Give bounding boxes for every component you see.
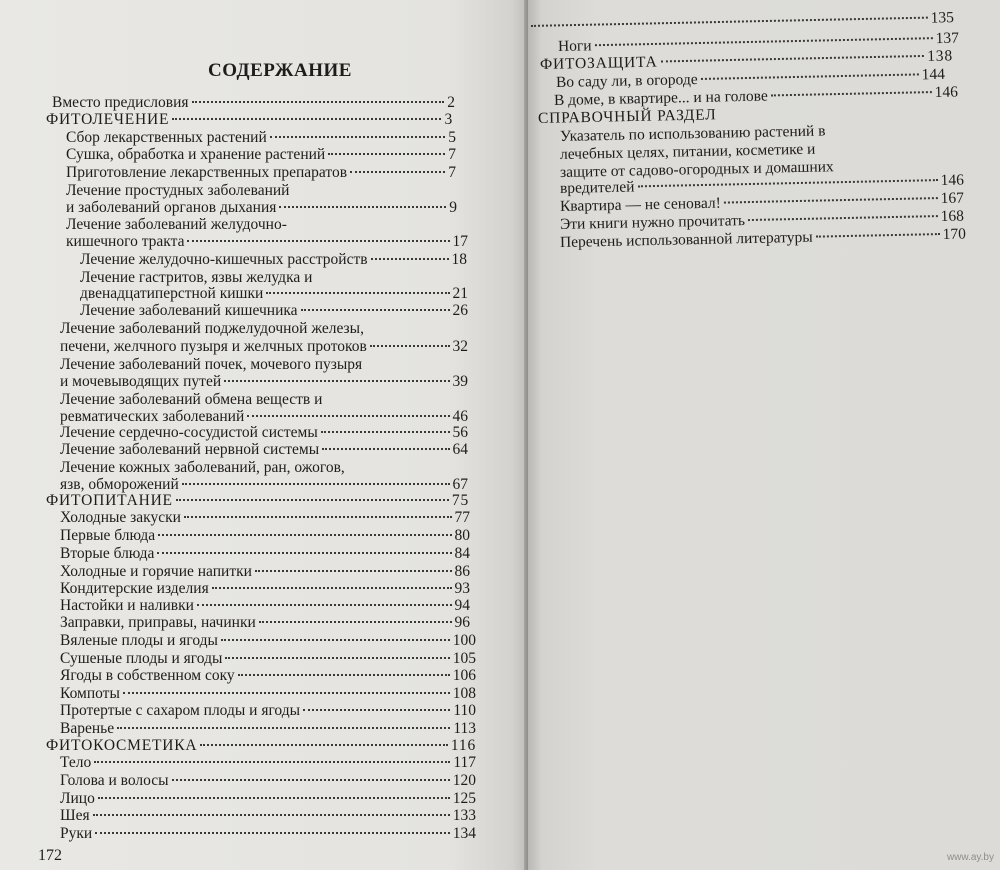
toc-entry-label: ФИТОЛЕЧЕНИЕ — [46, 111, 170, 128]
dot-leader — [176, 499, 449, 501]
toc-entry-label: Во саду ли, в огороде — [555, 71, 698, 91]
dot-leader — [225, 657, 449, 659]
toc-entry-label: Шея — [60, 807, 90, 824]
toc-entry — [46, 492, 469, 510]
toc-entry — [60, 424, 468, 442]
dot-leader — [328, 153, 445, 155]
dot-leader — [637, 179, 937, 187]
toc-entry — [60, 614, 470, 632]
toc-entry — [60, 790, 476, 808]
toc-entry — [60, 338, 468, 356]
toc-page-number: 80 — [454, 527, 470, 544]
toc-page-number: 26 — [452, 302, 468, 319]
toc-entry — [60, 563, 470, 581]
dot-leader — [187, 240, 449, 242]
dot-leader — [270, 136, 445, 138]
toc-entry — [60, 373, 468, 391]
toc-entry — [60, 441, 468, 459]
dot-leader — [123, 692, 450, 694]
toc-entry-line: Лечение простудных заболеваний — [66, 182, 290, 199]
toc-entry — [60, 650, 476, 668]
dot-leader — [595, 37, 933, 46]
dot-leader — [94, 761, 450, 763]
toc-entry — [80, 302, 468, 320]
toc-entry-label: ФИТОКОСМЕТИКА — [46, 737, 198, 754]
toc-entry-label: Лицо — [60, 790, 95, 807]
toc-page-number: 67 — [452, 476, 468, 493]
toc-entry-label: язв, обморожений — [60, 476, 179, 493]
toc-page-number: 120 — [452, 772, 476, 789]
page-number: 172 — [38, 847, 62, 864]
toc-entry — [60, 772, 476, 790]
toc-page-number: 137 — [935, 29, 960, 48]
dot-leader — [158, 534, 451, 536]
toc-page-number: 96 — [454, 614, 470, 631]
toc-page-number: 146 — [940, 171, 965, 190]
toc-page-number: 75 — [451, 492, 469, 509]
dot-leader — [95, 832, 450, 834]
toc-page-number: 125 — [452, 790, 476, 807]
toc-entry — [60, 720, 476, 738]
toc-entry — [60, 702, 476, 720]
toc-entry — [60, 807, 476, 825]
dot-leader — [370, 345, 450, 347]
dot-leader — [238, 674, 450, 676]
dot-leader — [771, 91, 932, 96]
toc-entry-label: кишечного тракта — [66, 233, 185, 250]
toc-page-number: 39 — [452, 373, 468, 390]
toc-entry-label: Вместо предисловия — [52, 94, 189, 111]
dot-leader — [221, 639, 450, 641]
toc-entry-label: Протертые с сахаром плоды и ягоды — [60, 702, 301, 719]
toc-title: СОДЕРЖАНИЕ — [208, 60, 352, 81]
toc-page-number: 64 — [452, 441, 468, 458]
toc-entry-label: Лечение сердечно-сосудистой системы — [60, 424, 318, 441]
toc-entry-label: Холодные и горячие напитки — [60, 563, 252, 580]
toc-page-number: 86 — [454, 563, 470, 580]
toc-entry-label: и заболеваний органов дыхания — [66, 199, 277, 216]
toc-entry-label: Квартира — не сеновал! — [559, 194, 722, 215]
toc-entry-label: Первые блюда — [60, 527, 156, 544]
toc-entry — [60, 632, 476, 650]
toc-page-number: 135 — [930, 9, 955, 27]
toc-entry — [80, 251, 467, 269]
toc-page-number: 46 — [452, 408, 468, 425]
toc-page-number: 168 — [940, 207, 965, 226]
toc-entry — [46, 111, 453, 129]
dot-leader — [371, 258, 449, 260]
toc-entry-label: ревматических заболеваний — [60, 408, 245, 425]
toc-entry — [66, 129, 456, 147]
dot-leader — [701, 73, 919, 80]
toc-entry — [60, 545, 470, 563]
toc-entry — [46, 737, 476, 755]
dot-leader — [117, 727, 450, 729]
toc-entry-line: Лечение заболеваний обмена веществ и — [60, 391, 323, 408]
toc-entry-label: Ягоды в собственном соку — [60, 667, 235, 684]
toc-page-number: 77 — [454, 509, 470, 526]
toc-entry — [60, 527, 470, 545]
toc-page-number: 21 — [452, 285, 468, 302]
toc-entry — [60, 825, 476, 843]
dot-leader — [322, 448, 449, 450]
toc-entry — [66, 146, 456, 164]
dot-leader — [303, 709, 450, 711]
toc-entry — [66, 164, 456, 182]
dot-leader — [661, 55, 925, 63]
toc-page-number: 133 — [452, 807, 476, 824]
toc-page-number: 7 — [448, 164, 456, 181]
toc-page-number: 94 — [454, 597, 470, 614]
toc-entry-line: защите от садово-огородных и домашних — [559, 158, 834, 181]
toc-entry-label: Голова и волосы — [60, 772, 169, 789]
toc-page-number: 56 — [452, 424, 468, 441]
toc-entry-label: вредителей — [559, 178, 635, 197]
dot-leader — [192, 101, 445, 103]
toc-page-number: 84 — [454, 545, 470, 562]
toc-entry-label: ФИТОПИТАНИЕ — [46, 492, 173, 509]
toc-page-number: 138 — [927, 47, 954, 65]
dot-leader — [247, 415, 449, 417]
toc-entry-label: печени, желчного пузыря и желчных протоков — [60, 338, 367, 355]
toc-entry-label: Руки — [60, 825, 93, 842]
toc-page-number: 7 — [448, 146, 456, 163]
toc-entry — [60, 597, 470, 615]
toc-entry-label: Варенье — [60, 720, 115, 737]
toc-entry-line: Лечение заболеваний поджелудочной железы, — [60, 320, 364, 337]
toc-entry-label: Перечень использованной литературы — [559, 228, 813, 251]
toc-page-number: 2 — [447, 94, 455, 111]
dot-leader — [182, 483, 450, 485]
dot-leader — [157, 552, 451, 554]
toc-entry-line: Указатель по использованию растений в — [559, 122, 826, 145]
toc-page-number: 32 — [452, 338, 468, 355]
dot-leader — [200, 744, 448, 746]
toc-page-number: 93 — [454, 580, 470, 597]
toc-entry — [52, 94, 455, 112]
toc-entry-line: лечебных целях, питании, косметике и — [559, 140, 816, 163]
right-page — [528, 0, 1000, 870]
toc-entry-line: Лечение кожных заболеваний, ран, ожогов, — [60, 459, 345, 476]
toc-entry — [66, 233, 468, 251]
dot-leader — [98, 797, 450, 799]
toc-entry-label: Вяленые плоды и ягоды — [60, 632, 218, 649]
toc-page-number: 17 — [452, 233, 468, 250]
toc-entry-label: В доме, в квартире... и на голове — [553, 87, 768, 109]
toc-entry-label: Приготовление лекарственных препаратов — [66, 164, 348, 181]
dot-leader — [172, 779, 450, 781]
toc-entry — [66, 199, 457, 217]
toc-page-number: 113 — [453, 720, 476, 737]
toc-page-number: 9 — [449, 199, 457, 216]
toc-entry-label: Настойки и наливки — [60, 597, 194, 614]
dot-leader — [184, 516, 452, 518]
dot-leader — [748, 215, 938, 221]
toc-page-number: 110 — [453, 702, 476, 719]
toc-entry-label: ФИТОЗАЩИТА — [539, 53, 658, 73]
dot-leader — [531, 17, 928, 27]
toc-entry-line: Лечение гастритов, язвы желудка и — [80, 269, 313, 286]
toc-page-number: 106 — [452, 667, 476, 684]
toc-entry-label: двенадцатиперстной кишки — [80, 285, 264, 302]
toc-entry-label: Тело — [60, 754, 92, 771]
toc-entry-label: Вторые блюда — [60, 545, 155, 562]
dot-leader — [724, 197, 938, 203]
toc-entry-label: Компоты — [60, 685, 120, 702]
toc-entry-label: Холодные закуски — [60, 509, 181, 526]
toc-entry — [60, 754, 476, 772]
toc-page-number: 108 — [452, 685, 476, 702]
dot-leader — [212, 587, 452, 589]
toc-entry — [60, 580, 470, 598]
watermark: www.ay.by — [946, 852, 994, 863]
toc-page-number: 134 — [452, 825, 476, 842]
toc-entry-label: Сбор лекарственных растений — [66, 129, 267, 146]
toc-entry-label: Лечение желудочно-кишечных расстройств — [80, 251, 368, 268]
toc-entry-label: Кондитерские изделия — [60, 580, 209, 597]
toc-entry — [60, 685, 476, 703]
dot-leader — [301, 309, 450, 311]
dot-leader — [259, 621, 452, 623]
toc-entry-label: Ноги — [557, 37, 592, 55]
toc-entry-line: Лечение заболеваний почек, мочевого пузыря — [60, 356, 363, 373]
toc-entry-label: Сушеные плоды и ягоды — [60, 650, 223, 667]
toc-entry — [60, 667, 476, 685]
toc-entry-line: Лечение заболеваний желудочно- — [66, 216, 287, 233]
toc-page-number: 18 — [451, 251, 467, 268]
toc-page-number: 3 — [444, 111, 453, 128]
toc-entry-line: СПРАВОЧНЫЙ РАЗДЕЛ — [537, 106, 717, 127]
dot-leader — [266, 292, 449, 294]
toc-entry-label: Сушка, обработка и хранение растений — [66, 146, 326, 163]
toc-entry — [80, 285, 468, 303]
toc-page-number: 144 — [921, 65, 946, 84]
dot-leader — [816, 233, 940, 238]
toc-entry — [60, 509, 470, 527]
toc-entry-label: Лечение заболеваний кишечника — [80, 302, 298, 319]
dot-leader — [350, 171, 445, 173]
dot-leader — [172, 118, 441, 120]
toc-page-number: 167 — [940, 189, 965, 208]
toc-page-number: 146 — [934, 83, 959, 102]
toc-page-number: 117 — [453, 754, 476, 771]
toc-page-number: 170 — [942, 225, 967, 243]
dot-leader — [93, 814, 450, 816]
dot-leader — [255, 570, 452, 572]
toc-entry-label: Заправки, приправы, начинки — [60, 614, 256, 631]
toc-entry-label: Эти книги нужно прочитать — [559, 212, 746, 233]
toc-entry-label: Лечение заболеваний нервной системы — [60, 441, 320, 458]
toc-page-number: 100 — [452, 632, 476, 649]
dot-leader — [197, 604, 452, 606]
dot-leader — [279, 206, 446, 208]
toc-page-number: 116 — [450, 737, 476, 754]
toc-entry-label: и мочевыводящих путей — [60, 373, 222, 390]
toc-page-number: 105 — [452, 650, 476, 667]
dot-leader — [321, 431, 450, 433]
toc-page-number: 5 — [448, 129, 456, 146]
dot-leader — [224, 380, 449, 382]
